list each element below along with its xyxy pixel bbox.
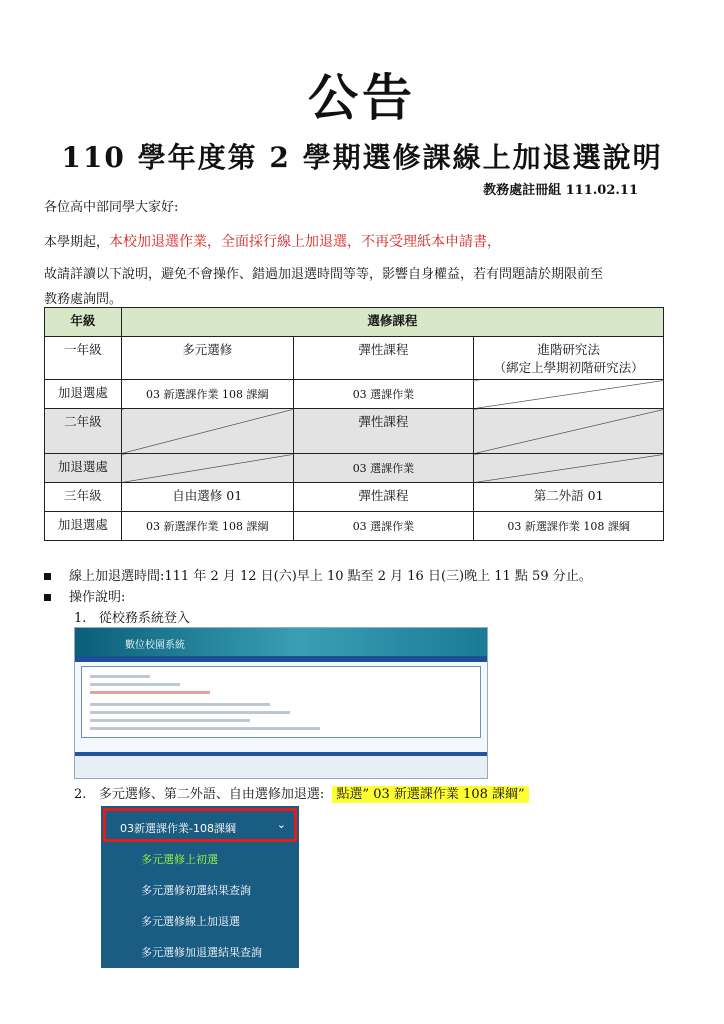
empty-cell: [474, 454, 664, 483]
step-1: [74, 607, 190, 626]
cell: 彈性課程: [293, 409, 474, 454]
menu-item[interactable]: 多元選修初選結果查詢: [141, 884, 251, 897]
bullet-text: 線上加退選時間:111 年 2 月 12 日(六)早上 10 點至 2 月 16 日(三)晚上 11 點 59 分止。: [69, 569, 592, 584]
table-row: [45, 380, 664, 409]
cell: [474, 337, 664, 380]
screenshot-header: 數位校園系統: [75, 628, 487, 656]
cell-grade: 加退選處: [45, 380, 122, 409]
step-number: 2.: [74, 787, 87, 802]
policy-statement: [44, 232, 501, 253]
menu-item[interactable]: 多元選修線上加退選: [141, 915, 240, 928]
step-text: 多元選修、第二外語、自由選修加退選:: [98, 787, 325, 802]
cell: 03 選課作業: [293, 380, 474, 409]
menu-item[interactable]: 多元選修上初選: [141, 853, 218, 866]
step-number: 1.: [74, 611, 87, 626]
course-menu: [101, 806, 299, 968]
table-row: [45, 454, 664, 483]
cell-grade: 一年級: [45, 337, 122, 380]
cell-line: （綁定上學期初階研究法）: [493, 360, 644, 375]
cell-line: 進階研究法: [537, 342, 600, 357]
login-screenshot: [74, 627, 488, 779]
bullet-square-icon: [44, 573, 51, 580]
table-row: [45, 483, 664, 512]
table-row: [45, 409, 664, 454]
table-header-row: [45, 308, 664, 337]
menu-selected-label: 03新選課作業-108課綱: [120, 822, 236, 835]
cell: 第二外語 01: [474, 483, 664, 512]
screenshot-login-panel: [81, 666, 481, 738]
cell-grade: 二年級: [45, 409, 122, 454]
course-table: [44, 307, 664, 541]
menu-item[interactable]: 多元選修加退選結果查詢: [141, 946, 262, 959]
cell: 03 新選課作業 108 課綱: [121, 512, 293, 541]
bullet-ops: [44, 586, 125, 605]
notice-paragraph: [44, 265, 680, 310]
cell: 03 新選課作業 108 課綱: [121, 380, 293, 409]
cell-grade: 加退選處: [45, 512, 122, 541]
step-text: 從校務系統登入: [98, 611, 190, 626]
cell: 自由選修 01: [121, 483, 293, 512]
cell-grade: 三年級: [45, 483, 122, 512]
cell: 03 新選課作業 108 課綱: [474, 512, 664, 541]
empty-cell: [121, 454, 293, 483]
page-title: 公告: [308, 69, 416, 127]
header-courses: 選修課程: [121, 308, 663, 337]
empty-cell: [474, 409, 664, 454]
notice-line-1: 故請詳讀以下說明，避免不會操作、錯過加退選時間等等，影響自身權益，若有問題請於期限前至: [44, 267, 604, 282]
bullet-time: [44, 565, 592, 584]
page-subtitle: 110 學年度第 2 學期選修課線上加退選說明: [61, 141, 663, 174]
cell: 03 選課作業: [293, 512, 474, 541]
issuer-date: 教務處註冊組 111.02.11: [483, 183, 638, 198]
notice-line-2: 教務處詢問。: [44, 292, 123, 307]
policy-prefix: 本學期起，: [44, 235, 110, 250]
cell: 彈性課程: [293, 483, 474, 512]
screenshot-footer: [75, 752, 487, 778]
greeting: 各位高中部同學大家好:: [44, 200, 179, 215]
screenshot-nav-bar: [75, 656, 487, 662]
empty-cell: [474, 380, 664, 409]
bullet-text: 操作說明:: [69, 590, 126, 605]
table-row: [45, 337, 664, 380]
bullet-square-icon: [44, 594, 51, 601]
policy-red-text: 本校加退選作業，全面採行線上加退選，不再受理紙本申請書，: [109, 234, 502, 250]
cell: 多元選修: [121, 337, 293, 380]
header-grade: 年級: [45, 308, 122, 337]
cell: 彈性課程: [293, 337, 474, 380]
highlighted-instruction: 點選” 03 新選課作業 108 課綱”: [332, 786, 528, 803]
step-2: [74, 783, 529, 802]
table-row: [45, 512, 664, 541]
cell-grade: 加退選處: [45, 454, 122, 483]
empty-cell: [121, 409, 293, 454]
chevron-down-icon: ⌄: [276, 818, 286, 831]
menu-selected-item[interactable]: [103, 808, 297, 842]
cell: 03 選課作業: [293, 454, 474, 483]
